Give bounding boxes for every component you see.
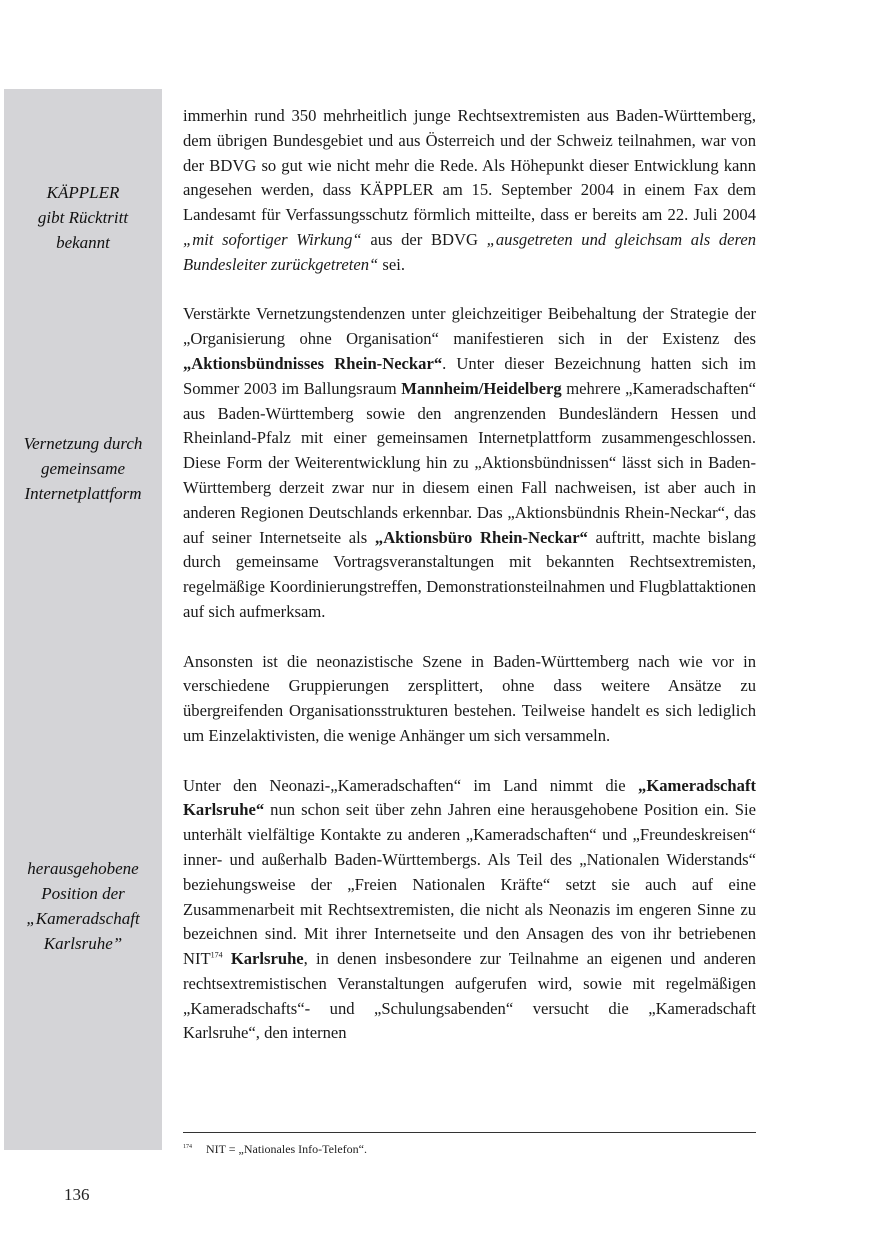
footnote-text: NIT = „Nationales Info-Telefon“. xyxy=(206,1142,367,1156)
text-run: sei. xyxy=(378,254,405,274)
text-run xyxy=(223,949,231,968)
text-run: . Unter dieser Bezeichnung hatten sich im Sommer 2003 im Ballungsraum xyxy=(183,353,756,398)
bold-term: Mannheim/Heidelberg xyxy=(401,378,562,398)
margin-note-line: gibt Rücktritt xyxy=(37,208,129,227)
text-run: Verstärkte Vernetzungstendenzen unter gleichzeitiger Beibehaltung der Strategie der „Organisierung ohne Organisation“ manifestieren sich in der Existenz des xyxy=(183,304,756,349)
margin-note-vernetzung xyxy=(4,431,162,506)
text-run: nun schon seit über zehn Jahren eine herausgehobene Position ein. Sie unterhält vielfältige Kontakte zu anderen „Kameradschaften“ und „Freundeskreisen“ inner- und außerhalb Baden-Württembergs. Als Teil des „Nationalen Widerstands“ beziehungsweise der „Freien Nationalen Kräfte“ setzt sie auch auf eine Zusammenarbeit mit Rechtsextremisten, die nicht als Neonazis im engeren Sinne zu bezeichnen sind. Mit ihrer Internetseite und den Ansagen des von ihr betriebenen NIT xyxy=(183,800,756,969)
page-number: 136 xyxy=(64,1185,90,1204)
text-run: mehrere „Kameradschaften“ aus Baden-Württemberg sowie den angrenzenden Bundesländern Hessen und Rheinland-Pfalz mit einer gemeinsamen Internetplattform zusammengeschlossen. Diese Form der Weiterentwicklung hin zu „Aktionsbündnissen“ lässt sich in Baden-Württemberg derzeit zwar nur in diesem einen Fall nachweisen, ist aber auch in anderen Regionen Deutschlands erkennbar. Das „Aktionsbündnis Rhein-Neckar“, das auf seiner Internetseite als xyxy=(183,378,756,547)
margin-note-karlsruhe xyxy=(4,856,162,956)
footnote-divider xyxy=(183,1132,756,1133)
text-run: aus der BDVG xyxy=(361,229,487,249)
text-run: Unter den Neonazi-„Kameradschaften“ im Land nimmt die xyxy=(183,775,639,795)
paragraph-4 xyxy=(183,774,756,1047)
bold-term: „Aktionsbüro Rhein-Neckar“ xyxy=(374,527,588,547)
footnote-ref: 174 xyxy=(210,950,223,960)
text-run: auftritt, machte bislang durch gemeinsame Vortragsveranstaltungen mit bekannten Rechtsextremisten, regelmäßige Koordinierungstreffen, Demonstrationsteilnahmen und Flugblattaktionen auf sich aufmerksam. xyxy=(183,527,756,621)
quote-italic: „mit sofortiger Wirkung“ xyxy=(183,229,362,249)
margin-note-line: gemeinsame xyxy=(40,459,126,478)
margin-note-line: Internetplattform xyxy=(24,484,142,503)
quote-italic: „ausgetreten und gleichsam als deren Bundesleiter zurückgetreten“ xyxy=(183,229,756,274)
text-run: Ansonsten ist die neonazistische Szene in Baden-Württemberg nach wie vor in verschiedene Gruppierungen zersplittert, ohne dass weitere Ansätze zu übergreifenden Organisationsstrukturen bestehen. Teilweise handelt es sich lediglich um Einzelaktivisten, die wenige Anhänger um sich versammeln. xyxy=(183,651,756,745)
main-text xyxy=(183,104,756,1071)
paragraph-3 xyxy=(183,650,756,749)
margin-note-line: Karlsruhe” xyxy=(43,934,123,953)
bold-term: Karlsruhe xyxy=(230,949,304,969)
text-run: , in denen insbesondere zur Teilnahme an eigenen und anderen rechtsextremistischen Veranstaltungen aufgerufen wird, sowie mit regelmäßigen „Kameradschafts“- und „Schulungsabenden“ versucht die „Kameradschaft Karlsruhe“, den internen xyxy=(183,949,756,1043)
margin-note-kaeppler xyxy=(4,180,162,255)
margin-note-line: herausgehobene xyxy=(27,859,139,878)
text-run: immerhin rund 350 mehrheitlich junge Rechtsextremisten aus Baden-Württemberg, dem übrigen Bundesgebiet und aus Österreich und der Schweiz teilnahmen, war von der BDVG so gut wie nicht mehr die Rede. Als Höhepunkt dieser Entwicklung kann angesehen werden, dass KÄPPLER am 15. September 2004 in einem Fax dem Landesamt für Verfassungsschutz förmlich mitteilte, dass er bereits am 22. Juli 2004 xyxy=(183,106,756,225)
margin-note-line: KÄPPLER xyxy=(46,183,120,202)
paragraph-2 xyxy=(183,302,756,624)
footnote-number: 174 xyxy=(183,1144,192,1150)
bold-term: „Kameradschaft Karlsruhe“ xyxy=(183,775,756,820)
margin-note-line: Position der xyxy=(41,884,125,903)
margin-note-line: „Kameradschaft xyxy=(26,909,140,928)
margin-note-line: bekannt xyxy=(56,233,110,252)
margin-note-line: Vernetzung durch xyxy=(23,434,143,453)
bold-term: „Aktionsbündnisses Rhein-Neckar“ xyxy=(183,353,443,373)
footnote xyxy=(183,1139,756,1157)
paragraph-1 xyxy=(183,104,756,278)
